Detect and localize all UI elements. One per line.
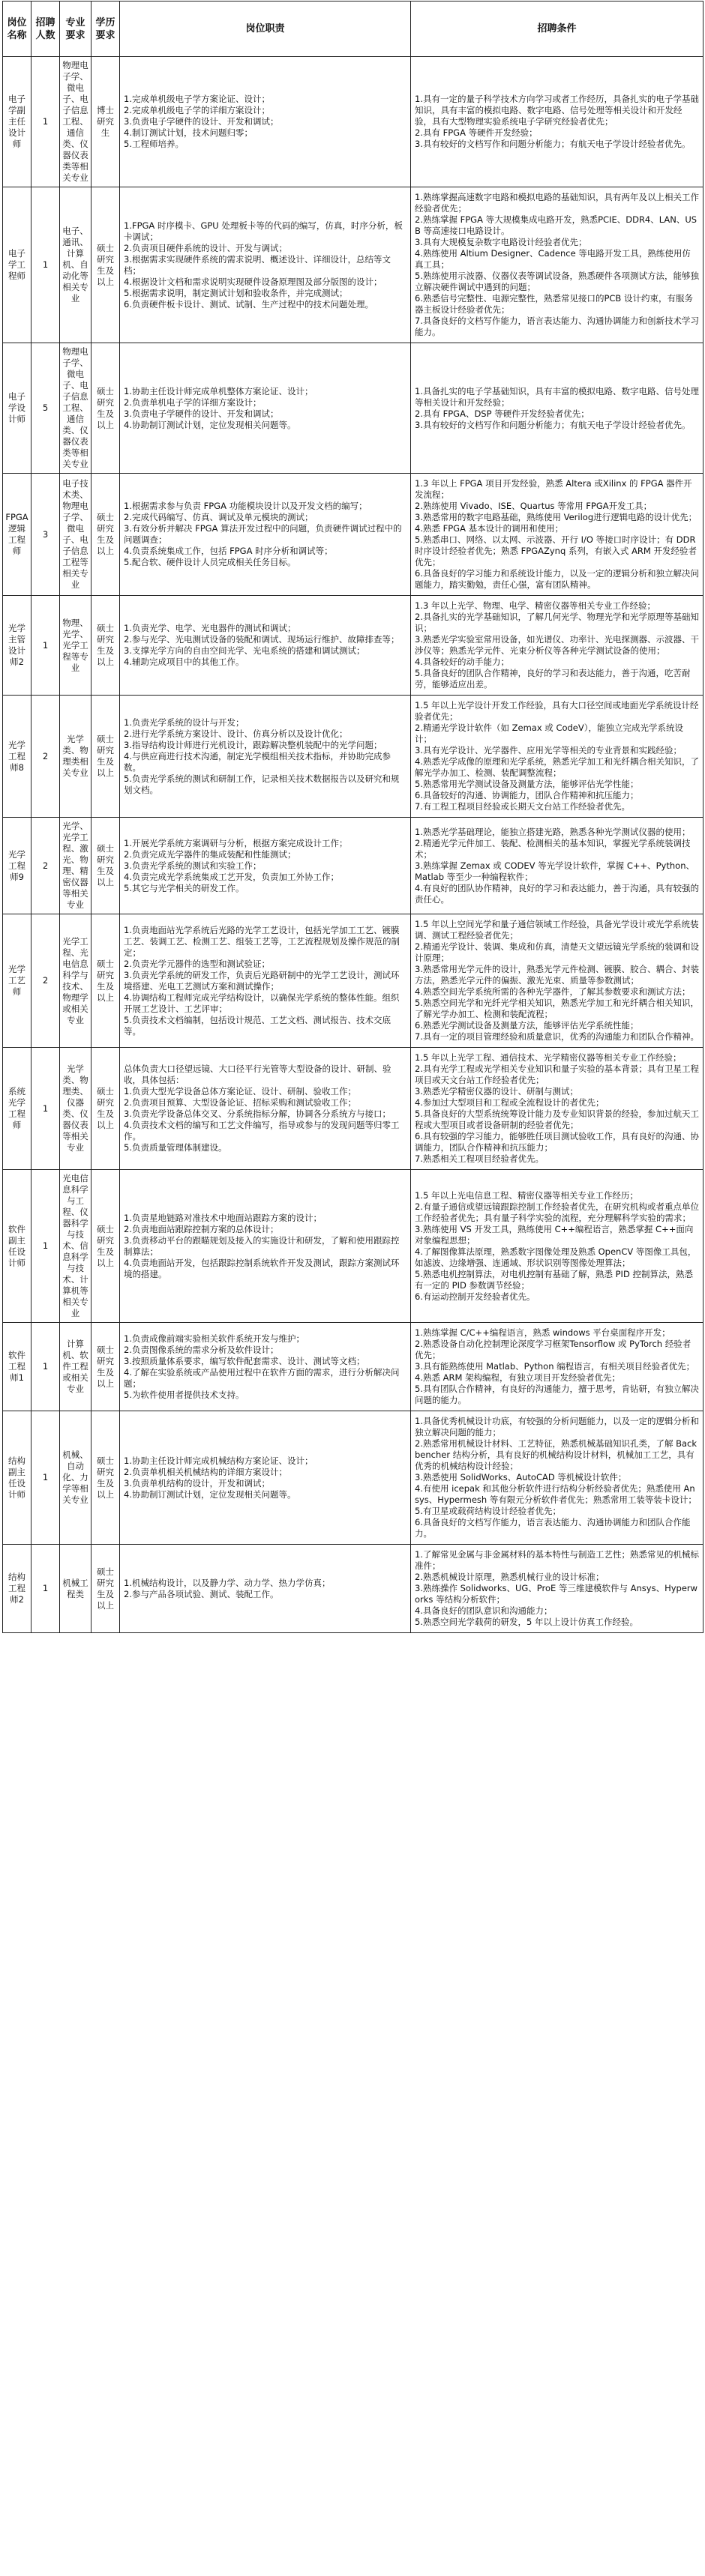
duty-item: 2.负责项目硬件系统的设计、开发与调试； [124, 242, 287, 253]
table-row [3, 1545, 704, 1633]
cell-major: 机械、自动化、力学等相关专业 [60, 1411, 92, 1545]
cell-degree: 硕士研究生及以上 [92, 343, 120, 474]
requirement-item: 5.熟悉串口、网络、以太网、示波器、开行 I/O 等接口时序设计；有 DDR 时序设计经验者优先；熟悉 FPGAZynq 系列，有嵌入式 ARM 开发经验者优先； [415, 534, 697, 567]
cell-duties [120, 1545, 411, 1633]
cell-degree: 硕士研究生及以上 [92, 696, 120, 818]
duty-item: 2.参与产品各项试验、测试、装配工作。 [124, 1588, 279, 1599]
cell-requirements [411, 474, 704, 596]
duty-item: 4.负责技术文档的编写和工艺文件编写，指导或参与的发现问题等归零工作。 [124, 1120, 400, 1141]
cell-requirements [411, 187, 704, 343]
table-row [3, 474, 704, 596]
duty-item: 3.有效分析并解决 FPGA 算法开发过程中的问题，负责硬件调试过程中的问题调查； [124, 523, 402, 545]
table-row [3, 1411, 704, 1545]
duty-item: 4.辅助完成项目中的其他工作。 [124, 657, 244, 667]
requirement-item: 7.有工程工程项目经验或长期天文台站工作经验者优先。 [415, 801, 630, 812]
duty-item: 6.负责硬件板卡设计、测试、试制、生产过程中的技术问题处理。 [124, 298, 374, 310]
requirement-item: 3.具有光学设计、光学器件、应用光学等相关的专业背景和实践经验； [415, 745, 682, 755]
cell-duties [120, 1048, 411, 1170]
duty-item: 4.协助制订测试计划，定位发现相关问题等。 [124, 1488, 296, 1500]
duty-item: 总体负责大口径望远镜、大口径平行光管等大型设备的设计、研制、验收，具体包括： [124, 1064, 392, 1085]
cell-degree: 硕士研究生及以上 [92, 914, 120, 1048]
cell-requirements [411, 1170, 704, 1323]
requirement-item: 3.熟悉常用光学元件的设计，熟悉光学元件检测、镀膜、胶合、耦合、封装方法，熟悉光学元件的偏振、激光光束、质量等参数测试； [415, 964, 699, 986]
requirement-item: 3.具有较好的文档写作和问题分析能力；有航天电子学设计经验者优先。 [415, 139, 691, 149]
duty-item: 4.负责系统集成工作，包括 FPGA 时序分析和调试等； [124, 546, 333, 556]
duty-item: 1.负责星地链路对准技术中地面站跟踪方案的设计； [124, 1212, 322, 1223]
requirement-item: 6.具备良好的学习能力和系统设计能力，以及一定的逻辑分析和独立解决问题能力，踏实勤勉，责任心强，富有团队精神。 [415, 568, 699, 590]
requirement-item: 1.熟练掌握高速数字电路和模拟电路的基础知识，具有两年及以上相关工作经验者优先； [415, 192, 699, 214]
duty-item: 1.负责成像前端实验相关软件系统开发与维护； [124, 1333, 304, 1344]
duty-item: 2.负责光学元器件的选型和测试验证； [124, 958, 270, 969]
requirement-item: 2.熟练使用 Vivado、ISE、Quartus 等常用 FPGA开发工具； [415, 501, 652, 511]
table-row [3, 187, 704, 343]
duty-item: 4.协助制订测试计划，定位发现相关问题等。 [124, 419, 296, 430]
requirement-item: 2.精通光学设计软件（如 Zemax 或 CodeV），能独立完成光学系统设计； [415, 723, 684, 744]
requirement-item: 2.具有 FPGA 等硬件开发经验； [415, 127, 538, 138]
cell-major: 光学、光学工程、激光、物理、精密仪器等相关专业 [60, 818, 92, 914]
cell-major: 电子、通讯、计算机、自动化等相关专业 [60, 187, 92, 343]
cell-position: 光学工艺师 [3, 914, 32, 1048]
requirement-item: 3.具有大规模复杂数字电路设计经验者优先； [415, 237, 587, 247]
header-position: 岗位名称 [3, 1, 32, 57]
duty-item: 2.负责单机相关机械结构的详细方案设计； [124, 1466, 287, 1477]
requirement-item: 1.熟练掌握 C/C++编程语言，熟悉 windows 平台桌面程序开发； [415, 1327, 670, 1338]
table-body [3, 57, 704, 1633]
requirement-item: 2.熟悉常用机械设计材料、工艺特征，熟悉机械基础知识孔类，了解 Backbencher 结构分析，具有良好的机械结构设计材料，机械加工工艺，具有优秀的机械结构设计经验； [415, 1438, 698, 1471]
header-degree: 学历要求 [92, 1, 120, 57]
cell-major: 光电信息科学与工程、仪器科学与技术、信息科学与技术、计算机等相关专业 [60, 1170, 92, 1323]
requirement-item: 2.具备扎实的光学基础知识，了解几何光学、物理光学和光学原理等基础知识； [415, 612, 699, 633]
table-row [3, 1048, 704, 1170]
cell-major: 光学类、物理类、仪器类、仪器仪表等相关专业 [60, 1048, 92, 1170]
cell-requirements [411, 57, 704, 187]
cell-count: 1 [32, 57, 60, 187]
cell-position: 电子学工程师 [3, 187, 32, 343]
requirement-item: 1.熟悉光学基础理论，能独立搭建光路，熟悉各种光学测试仪器的使用； [415, 826, 691, 837]
requirement-item: 6.有运动控制开发经验者优先。 [415, 1291, 536, 1302]
requirement-item: 3.熟练掌握 Zemax 或 CODEV 等光学设计软件，掌握 C++、Python、Matlab 等至少一种编程软件； [415, 860, 694, 882]
cell-major: 机械工程类 [60, 1545, 92, 1633]
requirement-item: 1.3 年以上 FPGA 项目开发经验，熟悉 Altera 或Xilinx 的 FPGA 器件开发流程； [415, 478, 692, 500]
duty-item: 1.协助主任设计师完成单机整体方案论证、设计； [124, 385, 314, 396]
duty-item: 1.完成单机级电子学方案论证、设计； [124, 94, 270, 104]
cell-major: 计算机、软件工程或相关专业 [60, 1323, 92, 1411]
requirement-item: 4.熟练使用 Altium Designer、Cadence 等电路开发工具，熟练使用仿真工具； [415, 248, 691, 270]
duty-item: 2.负责图像系统的需求分析及软件设计； [124, 1344, 279, 1355]
cell-count: 2 [32, 696, 60, 818]
cell-degree: 博士研究生 [92, 57, 120, 187]
cell-position: 软件工程师1 [3, 1323, 32, 1411]
requirement-item: 7.具备良好的文档写作能力，语言表达能力、沟通协调能力和创新技术学习能力。 [415, 316, 699, 337]
requirement-item: 2.具有光学工程或光学相关专业知识和量子实验的基本背景；具有卫星工程项目或天文台站工作经验者优先； [415, 1064, 699, 1085]
requirement-item: 4.熟悉 ARM 架构编程，有独立项目开发经验者优先； [415, 1372, 621, 1383]
cell-position: 结构副主任设计师 [3, 1411, 32, 1545]
requirement-item: 4.熟悉光学成像的原理和光学系统，熟悉光学加工和光纤耦合相关知识，了解光学办加工、检测、装配调整流程； [415, 756, 699, 778]
cell-count: 5 [32, 343, 60, 474]
requirement-item: 7.熟悉相关工程项目经验者优先。 [415, 1153, 544, 1164]
cell-count: 1 [32, 187, 60, 343]
requirement-item: 4.具备良好的团队意识和沟通能力； [415, 1605, 553, 1616]
header-duties: 岗位职责 [120, 1, 411, 57]
requirement-item: 1.了解常见金属与非金属材料的基本特性与制造工艺性；熟悉常见的机械标准件； [415, 1549, 699, 1571]
cell-degree: 硕士研究生及以上 [92, 1048, 120, 1170]
requirement-item: 3.熟悉光学实验室常用设备，如光谱仪、功率计、光电探测器、示波器、干涉仪等；熟悉光学元件、光束分析仪等各种光学测试设备的使用； [415, 634, 699, 656]
requirement-item: 2.精通光学元件加工、装配、检测相关的基本知识，掌握光学系统装调技术； [415, 837, 691, 860]
requirement-item: 7.具有一定的项目管理经验和质量意识，优秀的沟通能力和团队合作精神。 [415, 1031, 699, 1042]
cell-requirements [411, 343, 704, 474]
cell-major: 光学类、物理类相关专业 [60, 696, 92, 818]
header-count: 招聘人数 [32, 1, 60, 57]
requirement-item: 3.熟悉光学精密仪器的设计、研制与测试； [415, 1086, 578, 1097]
cell-requirements [411, 596, 704, 696]
duty-item: 2.负责项目预算、大型设备论证、招标采购和测试验收工作； [124, 1097, 356, 1108]
duty-item: 3.负责移动平台的跟瞄规划及接入的实施设计和研发，了解和使用跟踪控制算法； [124, 1234, 400, 1257]
requirement-item: 1.5 年以上光学工程、通信技术、光学精密仪器等相关专业工作经验； [415, 1052, 682, 1063]
requirement-item: 2.熟练掌握 FPGA 等大规模集成电路开发，熟悉PCIE、DDR4、LAN、USB 等高速接口电路设计。 [415, 214, 698, 236]
requirement-item: 6.具有较强的学习能力，能够胜任项目测试验收工作，具有良好的沟通、协调能力，团队合作精神和抗压能力； [415, 1131, 699, 1153]
requirement-item: 4.熟悉空间光学系统所需的各种光学器件，了解其参数要求和测试方法； [415, 986, 691, 997]
cell-degree: 硕士研究生及以上 [92, 1170, 120, 1323]
cell-position: FPGA逻辑工程师 [3, 474, 32, 596]
duty-item: 2.负责完成光学器件的集成装配和性能测试； [124, 848, 296, 860]
cell-requirements [411, 914, 704, 1048]
duty-item: 4.根据设计文档和需求说明实现硬件设备原理图及部分版图的设计； [124, 276, 382, 287]
cell-count: 3 [32, 474, 60, 596]
requirement-item: 3.具有能熟练使用 Matlab、Python 编程语言，有相关项目经验者优先； [415, 1361, 695, 1372]
cell-position: 光学主管设计师2 [3, 596, 32, 696]
cell-requirements [411, 818, 704, 914]
requirement-item: 5.熟悉空间光学载荷的研发，5 年以上设计仿真工作经验。 [415, 1617, 638, 1627]
duty-item: 3.根据需求实现硬件系统的需求说明、概述设计、详细设计，总结等文档； [124, 253, 391, 276]
duty-item: 3.负责单机结构的设计，开发和调试； [124, 1477, 270, 1488]
duty-item: 1.根据需求参与负责 FPGA 功能模块设计以及开发文档的编写； [124, 501, 368, 511]
requirement-item: 2.有量子通信或望远镜跟踪控制工作经验者优先，在研究机构或者重点单位工作经验者优先；具有量子科学实验的流程，充分理解科学实验的需求； [415, 1201, 699, 1223]
cell-duties [120, 1323, 411, 1411]
duty-item: 5.其它与光学相关的研发工作。 [124, 882, 244, 893]
table-row [3, 343, 704, 474]
requirement-item: 4.有使用 icepak 和其他分析软件进行结构分析经验者优先；熟悉使用 Ansys、Hypermesh 等有限元分析软件者优先；熟悉常用工装等装卡设计； [415, 1483, 697, 1505]
requirement-item: 2.熟悉设备自动化控制理论深度学习框架Tensorflow 或 PyTorch 经验者优先； [415, 1339, 692, 1360]
requirement-item: 6.具备良好的文档写作能力，语言表达能力、沟通协调能力和团队合作能力。 [415, 1517, 691, 1539]
duty-item: 2.参与光学、光电测试设备的装配和调试、现场运行维护、故障排查等； [124, 634, 400, 645]
cell-position: 电子学设计师 [3, 343, 32, 474]
cell-requirements [411, 696, 704, 818]
cell-degree: 硕士研究生及以上 [92, 818, 120, 914]
duty-item: 2.负责单机电子学的详细方案设计； [124, 396, 262, 408]
duty-item: 1.负责光学、电学、光电器件的测试和调试； [124, 623, 296, 633]
requirement-item: 1.5 年以上光学设计开发工作经验，具有大口径空间或地面光学系统设计经验者优先； [415, 700, 699, 722]
duty-item: 3.指导结构设计师进行光机设计，跟踪解决整机装配中的光学问题； [124, 739, 382, 750]
duty-item: 2.负责地面站跟踪控制方案的总体设计； [124, 1223, 279, 1234]
cell-major: 光学工程、光电信息科学与技术、物理学或相关专业 [60, 914, 92, 1048]
duty-item: 3.负责光学设备总体交叉、分系统指标分解，协调各分系统方与接口； [124, 1108, 391, 1119]
duty-item: 4.了解在实验系统或产品使用过程中在软件方面的需求，进行分析解决问题； [124, 1366, 400, 1389]
cell-count: 1 [32, 1170, 60, 1323]
requirement-item: 5.熟悉电机控制算法，对电机控制有基础了解，熟悉 PID 控制算法，熟悉有一定的 PID 参数调节经验； [415, 1268, 693, 1291]
header-major: 专业要求 [60, 1, 92, 57]
requirement-item: 3.熟悉常用的数字电路基础，熟练使用 Verilog进行逻辑电路的设计优先； [415, 512, 698, 522]
recruitment-table [2, 1, 704, 1633]
header-requirements: 招聘条件 [411, 1, 704, 57]
duty-item: 5.为软件使用者提供技术支持。 [124, 1389, 244, 1400]
table-row [3, 696, 704, 818]
requirement-item: 6.熟悉信号完整性、电源完整性，熟悉常见接口的PCB 设计约束，有服务器主板设计经验者优先； [415, 293, 693, 315]
table-row [3, 1170, 704, 1323]
duty-item: 3.负责电子学硬件的设计、开发和调试； [124, 408, 279, 419]
duty-item: 1.开展光学系统方案调研与分析，根据方案完成设计工作； [124, 837, 348, 848]
table-row [3, 914, 704, 1048]
requirement-item: 5.熟悉空间光学和光纤光学相关知识，熟悉光学加工和光纤耦合相关知识，了解光学办加工、检测和装配流程； [415, 998, 699, 1019]
cell-degree: 硕士研究生及以上 [92, 187, 120, 343]
cell-count: 1 [32, 1411, 60, 1545]
table-row [3, 1323, 704, 1411]
cell-count: 2 [32, 914, 60, 1048]
requirement-item: 5.熟练使用示波器、仪器仪表等调试设备，熟悉硬件各项测试方法，能够独立解决硬件调试中遇到的问题； [415, 271, 699, 292]
requirement-item: 5.具有团队合作精神，有良好的沟通能力，擅于思考，肯钻研，有独立解决问题的能力。 [415, 1384, 699, 1405]
duty-item: 5.根据需求说明，制定测试计划和验收条件，并完成测试； [124, 287, 348, 298]
duty-item: 3.负责光学系统的测试和实验工作； [124, 860, 262, 871]
requirement-item: 3.熟练操作 Solidworks、UG、ProE 等三维建模软件与 Ansys、Hyperworks 等结构分析软件； [415, 1583, 698, 1605]
duty-item: 1.负责光学系统的设计与开发； [124, 717, 244, 728]
requirement-item: 5.有卫星或载荷结构设计经验者优先； [415, 1506, 561, 1516]
duty-item: 1.负责地面站光学系统后光路的光学工艺设计，包括光学加工工艺、镀膜工艺、装调工艺、检测工艺、组装工艺等，工艺流程规划及操作规范的制定； [124, 924, 400, 958]
cell-degree: 硕士研究生及以上 [92, 1323, 120, 1411]
requirement-item: 2.熟悉机械设计原理，熟悉机械行业的设计标准； [415, 1572, 604, 1582]
duty-item: 5.负责技术文档编制，包括设计规范、工艺文档、测试报告、技术交底等。 [124, 1014, 391, 1037]
cell-duties [120, 596, 411, 696]
requirement-item: 3.熟练使用 VS 开发工具，熟练使用 C++编程语言，熟悉掌握 C++面向对象编程思想； [415, 1223, 694, 1246]
duty-item: 4.制订测试计划，技术问题归零； [124, 127, 253, 138]
requirement-item: 4.了解图像算法原理，熟悉数字图像处理及熟悉 OpenCV 等图像工具包，如滤波、边缘增强、连通域、形状识别等图像处理算法； [415, 1246, 697, 1268]
cell-count: 1 [32, 1048, 60, 1170]
requirement-item: 4.具备较好的动手能力； [415, 657, 509, 667]
duty-item: 2.进行光学系统方案设计、设计、仿真分析以及设计优化； [124, 728, 348, 739]
cell-major: 物理电子学、微电子、电子信息工程、通信类、仪器仪表类等相关专业 [60, 343, 92, 474]
table-row [3, 57, 704, 187]
duty-item: 3.支撑光学方向的自由空间光学、光电系统的搭建和调试测试； [124, 645, 365, 656]
cell-duties [120, 914, 411, 1048]
duty-item: 1.协助主任设计师完成机械结构方案论证、设计； [124, 1455, 314, 1466]
table-header-row [3, 1, 704, 57]
requirement-item: 5.具备良好的大型系统统筹设计能力及专业知识背景的经验，参加过航天工程或大型项目或者设备研制的经验者优先； [415, 1108, 699, 1130]
cell-count: 1 [32, 1545, 60, 1633]
duty-item: 1.机械结构设计，以及静力学、动力学、热力学仿真； [124, 1577, 331, 1588]
duty-item: 2.完成代码编写、仿真、调试及单元模块的测试； [124, 512, 314, 522]
cell-degree: 硕士研究生及以上 [92, 1411, 120, 1545]
cell-position: 系统光学工程师 [3, 1048, 32, 1170]
requirement-item: 1.具备优秀机械设计功底，有较强的分析问题能力，以及一定的逻辑分析和独立解决问题的能力； [415, 1416, 699, 1438]
requirement-item: 2.具有 FPGA、DSP 等硬件开发经验者优先； [415, 408, 590, 419]
requirement-item: 2.精通光学设计、装调、集成和仿真，清楚天文望远镜光学系统的装调和设计原理； [415, 941, 699, 963]
duty-item: 3.负责光学系统的研发工作，负责后光路研制中的光学工艺设计，测试环境搭建、光电工艺测试方案和测试操作； [124, 969, 400, 992]
cell-major: 电子技术类、物理电子学、微电子、电子信息工程等相关专业 [60, 474, 92, 596]
duty-item: 5.工程师培养。 [124, 139, 184, 149]
cell-count: 2 [32, 818, 60, 914]
requirement-item: 3.熟悉使用 SolidWorks、AutoCAD 等机械设计软件； [415, 1472, 627, 1482]
table-row [3, 818, 704, 914]
table-row [3, 596, 704, 696]
duty-item: 3.负责电子学硬件的设计、开发和调试； [124, 116, 279, 127]
requirement-item: 6.熟悉光学测试设备及测量方法，能够评估光学系统性能； [415, 1020, 639, 1031]
duty-item: 5.配合软、硬件设计人员完成相关任务目标。 [124, 557, 296, 567]
requirement-item: 6.具备较好的沟通、协调能力，团队合作精神和抗压能力； [415, 790, 639, 800]
cell-position: 结构工程师2 [3, 1545, 32, 1633]
requirement-item: 4.参加过大型项目和工程或全流程设计的者优先； [415, 1097, 604, 1108]
cell-duties [120, 474, 411, 596]
requirement-item: 1.具有一定的量子科学技术方向学习或者工作经历，具备扎实的电子学基础知识，具有丰富的模拟电路、数字电路、信号处理等相关设计和开发经验，具有大型物理实验系统电子学研究经验者优先； [415, 94, 699, 127]
cell-count: 1 [32, 1323, 60, 1411]
requirement-item: 3.具有较好的文档写作和问题分析能力；有航天电子学设计经验者优先。 [415, 419, 691, 430]
cell-duties [120, 187, 411, 343]
cell-major: 物理、光学、光学工程等专业 [60, 596, 92, 696]
duty-item: 5.负责光学系统的测试和研制工作，记录相关技术数据报告以及研究和规划文档。 [124, 773, 400, 795]
cell-requirements [411, 1411, 704, 1545]
duty-item: 3.按照质量体系要求，编写软件配套需求、设计、测试等文档； [124, 1355, 365, 1366]
cell-duties [120, 1170, 411, 1323]
cell-requirements [411, 1323, 704, 1411]
cell-duties [120, 57, 411, 187]
requirement-item: 1.5 年以上光电信息工程、精密仪器等相关专业工作经历； [415, 1189, 638, 1201]
cell-degree: 硕士研究生及以上 [92, 596, 120, 696]
requirement-item: 5.具备良好的团队合作精神，良好的学习和表达能力，善于沟通，吃苦耐劳，能够适应出差。 [415, 668, 691, 690]
cell-position: 电子学副主任设计师 [3, 57, 32, 187]
cell-position: 软件副主任设计师 [3, 1170, 32, 1323]
duty-item: 4.协调结构工程师完成光学结构设计，以确保光学系统的整体性能。组织开展工艺设计、工艺评审； [124, 992, 400, 1014]
cell-duties [120, 696, 411, 818]
cell-count: 1 [32, 596, 60, 696]
cell-position: 光学工程师9 [3, 818, 32, 914]
cell-degree: 硕士研究生及以上 [92, 1545, 120, 1633]
cell-requirements [411, 1048, 704, 1170]
requirement-item: 1.3 年以上光学、物理、电学、精密仪器等相关专业工作经验； [415, 600, 656, 611]
requirement-item: 1.5 年以上空间光学和量子通信领域工作经验，具备光学设计或光学系统装调、测试工程经验者优先； [415, 919, 699, 941]
requirement-item: 1.具备扎实的电子学基础知识，具有丰富的模拟电路、数字电路、信号处理等相关设计和开发经验； [415, 385, 699, 408]
cell-requirements [411, 1545, 704, 1633]
cell-position: 光学工程师8 [3, 696, 32, 818]
cell-duties [120, 1411, 411, 1545]
duty-item: 2.完成单机级电子学的详细方案设计； [124, 105, 270, 115]
duty-item: 4.与供应商进行技术沟通，制定光学模组相关技术指标，并协助完成参数。 [124, 750, 391, 773]
cell-degree: 硕士研究生及以上 [92, 474, 120, 596]
requirement-item: 4.熟悉 FPGA 基本设计的调用和使用； [415, 523, 564, 534]
duty-item: 1.负责大型光学设备总体方案论证、设计、研制、验收工作； [124, 1086, 356, 1097]
duty-item: 4.负责地面站开发，包括跟踪控制系统软件开发及测试，跟踪方案测试环境的搭建。 [124, 1257, 400, 1279]
requirement-item: 5.熟悉常用光学测试设备及测量方法，能够评估光学性能； [415, 779, 639, 789]
duty-item: 4.负责完成光学系统集成工艺开发，负责加工外协工作； [124, 871, 339, 882]
requirement-item: 4.有良好的团队协作精神，良好的学习和表达能力，善于沟通，具有较强的责任心。 [415, 882, 699, 905]
duty-item: 1.FPGA 时序模卡、GPU 处理板卡等的代码的编写，仿真，时序分析，板卡调试； [124, 220, 403, 242]
cell-duties [120, 818, 411, 914]
cell-duties [120, 343, 411, 474]
duty-item: 5.负责质量管理体制建设。 [124, 1142, 227, 1153]
cell-major: 物理电子学、微电子、电子信息工程、通信类、仪器仪表类等相关专业 [60, 57, 92, 187]
